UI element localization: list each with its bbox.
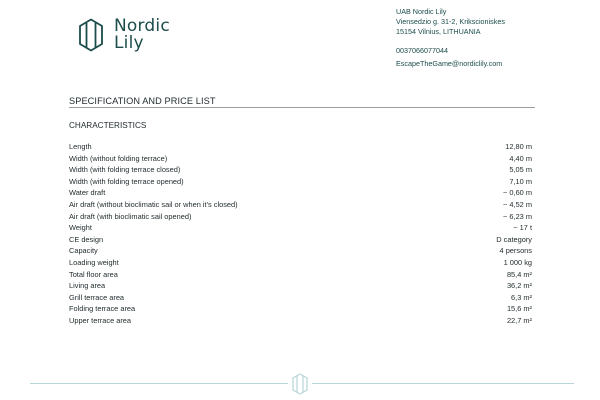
footer-divider-right bbox=[312, 383, 574, 384]
row-label: Folding terrace area bbox=[69, 304, 136, 314]
section-heading: CHARACTERISTICS bbox=[69, 121, 147, 130]
row-label: Capacity bbox=[69, 246, 98, 256]
row-value: 15,6 m² bbox=[506, 304, 532, 314]
row-label: Upper terrace area bbox=[69, 315, 132, 325]
footer-divider-left bbox=[30, 383, 288, 384]
row-value: 4 persons bbox=[499, 246, 532, 256]
table-row bbox=[69, 303, 532, 315]
company-address-line1: Viensedzio g. 31-2, Krikscioniskes bbox=[396, 17, 505, 26]
table-row bbox=[69, 222, 532, 234]
brand-name-line2: Lily bbox=[114, 33, 144, 53]
row-value: 1 000 kg bbox=[503, 257, 532, 267]
row-label: Air draft (with bioclimatic sail opened) bbox=[69, 211, 192, 221]
row-label: Living area bbox=[69, 281, 106, 291]
row-label: Air draft (without bioclimatic sail or when it's closed) bbox=[69, 199, 238, 209]
row-label: Width (with folding terrace opened) bbox=[69, 176, 184, 186]
brand-wordmark bbox=[114, 18, 170, 52]
company-info bbox=[396, 7, 505, 69]
row-label: Grill terrace area bbox=[69, 292, 125, 302]
table-row bbox=[69, 141, 532, 153]
row-value: ~ 17 t bbox=[513, 223, 532, 233]
brand-logo bbox=[78, 18, 170, 52]
table-row bbox=[69, 199, 532, 211]
row-label: Length bbox=[69, 142, 92, 151]
table-row bbox=[69, 257, 532, 269]
table-row bbox=[69, 176, 532, 188]
document-title: SPECIFICATION AND PRICE LIST bbox=[69, 96, 216, 106]
table-row bbox=[69, 153, 532, 165]
row-value: 36,2 m² bbox=[506, 281, 532, 291]
company-address-line2: 15154 Vilnius, LITHUANIA bbox=[396, 27, 481, 36]
row-value: 22,7 m² bbox=[506, 315, 532, 325]
row-label: Total floor area bbox=[69, 269, 118, 279]
row-label: Water draft bbox=[69, 188, 106, 198]
row-label: CE design bbox=[69, 234, 104, 244]
row-label: Weight bbox=[69, 223, 92, 233]
lily-crystal-icon bbox=[78, 18, 104, 52]
row-value: 7,10 m bbox=[509, 176, 532, 186]
table-row bbox=[69, 211, 532, 223]
company-name: UAB Nordic Lily bbox=[396, 7, 447, 16]
row-value: 85,4 m² bbox=[506, 269, 532, 279]
title-divider bbox=[69, 107, 535, 108]
characteristics-table bbox=[69, 141, 532, 327]
table-row bbox=[69, 164, 532, 176]
table-row bbox=[69, 234, 532, 246]
row-value: D category bbox=[496, 234, 532, 244]
row-value: 4,40 m bbox=[509, 153, 532, 163]
table-row bbox=[69, 292, 532, 304]
table-row bbox=[69, 187, 532, 199]
row-label: Width (with folding terrace closed) bbox=[69, 165, 181, 175]
brand-name-line1: Nordic bbox=[114, 16, 170, 36]
row-value: 5,05 m bbox=[509, 165, 532, 175]
company-email: EscapeTheGame@nordiclily.com bbox=[396, 59, 503, 68]
lily-crystal-outline-icon bbox=[292, 373, 308, 395]
row-value: ~ 6,23 m bbox=[503, 211, 532, 221]
company-phone: 0037066077044 bbox=[396, 46, 448, 55]
table-row bbox=[69, 315, 532, 327]
row-value: ~ 0,60 m bbox=[503, 188, 532, 198]
row-value: 6,3 m² bbox=[511, 292, 532, 302]
row-value: ~ 4,52 m bbox=[503, 199, 532, 209]
table-row bbox=[69, 245, 532, 257]
table-row bbox=[69, 269, 532, 281]
row-value: 12,80 m bbox=[505, 142, 532, 151]
row-label: Loading weight bbox=[69, 257, 119, 267]
row-label: Width (without folding terrace) bbox=[69, 153, 168, 163]
table-row bbox=[69, 280, 532, 292]
